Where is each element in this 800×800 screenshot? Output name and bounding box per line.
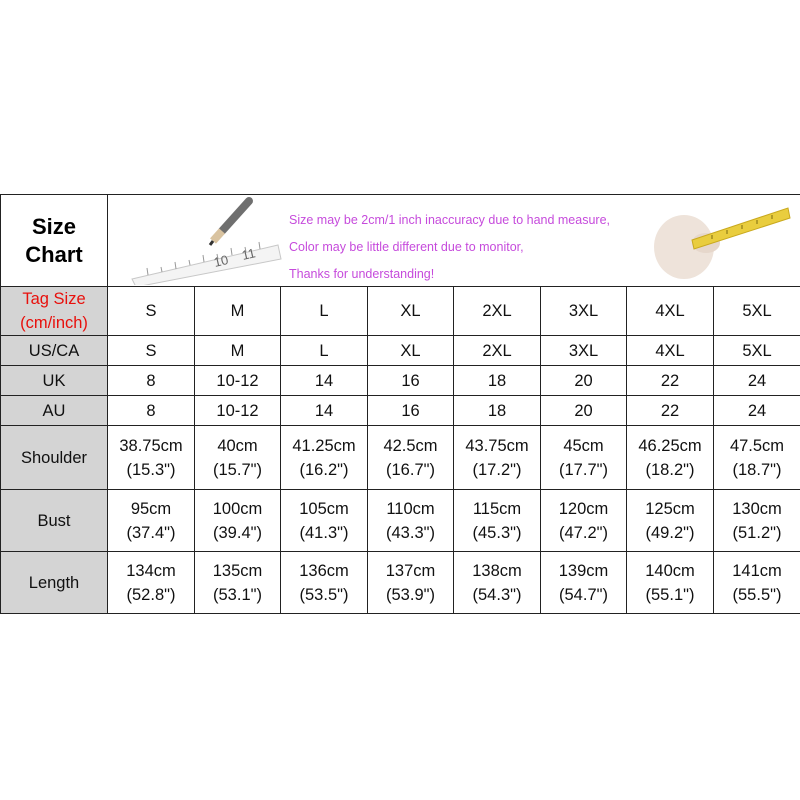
size-cell-line: 4XL	[655, 302, 685, 320]
size-cell	[195, 366, 281, 396]
size-cell-line: (16.2")	[299, 460, 349, 479]
size-cell	[541, 366, 627, 396]
size-cell-line: (37.4")	[126, 523, 176, 542]
size-cell-line: 141cm	[732, 561, 782, 580]
size-cell-line: (18.2")	[645, 460, 695, 479]
size-cell	[368, 366, 454, 396]
size-cell	[541, 426, 627, 490]
row-label	[1, 552, 108, 614]
row-label-line: AU	[42, 401, 66, 420]
header-row	[1, 195, 800, 287]
size-cell-line: (54.3")	[472, 585, 522, 604]
ruler-mark: 11	[240, 245, 257, 263]
size-cell	[627, 366, 714, 396]
size-row	[1, 426, 800, 490]
size-cell	[714, 490, 800, 552]
size-cell	[281, 336, 368, 366]
size-cell	[281, 426, 368, 490]
row-label-line: (cm/inch)	[20, 314, 88, 332]
size-cell-line: 20	[574, 401, 593, 420]
size-cell-line: 5XL	[742, 302, 772, 320]
notice-banner	[108, 195, 800, 287]
size-cell-line: 42.5cm	[383, 436, 438, 455]
size-cell	[541, 287, 627, 336]
size-cell-line: (18.7")	[732, 460, 782, 479]
size-row	[1, 552, 800, 614]
size-cell-line: 138cm	[472, 561, 522, 580]
size-cell	[281, 552, 368, 614]
size-cell-line: 16	[401, 371, 420, 390]
size-cell-line: (55.1")	[645, 585, 695, 604]
notice-line: Thanks for understanding!	[289, 267, 435, 281]
notice-text	[289, 207, 610, 287]
size-cell-line: XL	[400, 341, 421, 360]
size-cell	[281, 396, 368, 426]
measuring-tape-icon	[642, 195, 792, 285]
row-label	[1, 336, 108, 366]
size-cell-line: S	[145, 341, 157, 360]
size-cell-line: (54.7")	[559, 585, 608, 604]
size-cell	[714, 396, 800, 426]
size-cell-line: 5XL	[742, 341, 772, 360]
size-cell-line: 14	[314, 371, 334, 390]
chart-title-line: Size	[31, 213, 77, 239]
size-cell	[541, 396, 627, 426]
size-cell-line: 45cm	[563, 436, 604, 455]
size-cell-line: L	[319, 302, 329, 320]
size-cell	[368, 552, 454, 614]
size-cell-line: 139cm	[558, 561, 609, 580]
size-cell	[108, 396, 195, 426]
size-row	[1, 490, 800, 552]
size-cell	[281, 287, 368, 336]
size-cell-line: L	[319, 341, 329, 360]
size-cell	[627, 426, 714, 490]
size-cell-line: (15.7")	[213, 460, 262, 479]
size-cell	[108, 490, 195, 552]
notice-line: Size may be 2cm/1 inch inaccuracy due to hand measure,	[289, 213, 611, 227]
size-cell	[714, 366, 800, 396]
size-cell-line: 14	[314, 401, 334, 420]
size-row	[1, 366, 800, 396]
size-cell-line: 10-12	[216, 401, 259, 420]
size-cell-line: 4XL	[655, 341, 685, 360]
size-cell-line: (43.3")	[386, 523, 435, 542]
size-cell-line: 136cm	[299, 561, 349, 580]
row-label	[1, 490, 108, 552]
size-cell-line: (17.2")	[472, 460, 522, 479]
size-cell-line: 135cm	[212, 561, 263, 580]
size-cell-line: 140cm	[645, 561, 695, 580]
notice-line: Color may be little different due to monitor,	[289, 240, 524, 254]
size-cell-line: 24	[747, 401, 767, 420]
size-cell-line: XL	[400, 302, 421, 320]
size-cell-line: 47.5cm	[729, 436, 785, 455]
size-cell-line: (53.9")	[386, 585, 435, 604]
size-cell	[108, 426, 195, 490]
size-cell	[195, 396, 281, 426]
size-cell-line: 40cm	[217, 436, 258, 455]
size-cell-line: M	[230, 302, 245, 320]
size-cell-line: 43.75cm	[465, 436, 529, 455]
size-cell-line: 2XL	[482, 302, 512, 320]
chart-title-line: Chart	[25, 241, 83, 267]
size-cell	[454, 426, 541, 490]
size-cell	[108, 336, 195, 366]
size-cell	[627, 552, 714, 614]
size-cell	[368, 426, 454, 490]
size-cell-line: (49.2")	[645, 523, 695, 542]
size-cell	[195, 287, 281, 336]
row-label-line: US/CA	[28, 341, 80, 360]
ruler-mark: 10	[212, 252, 230, 270]
size-cell-line: 10-12	[216, 371, 259, 390]
row-label	[1, 396, 108, 426]
size-cell-line: 46.25cm	[638, 436, 702, 455]
size-cell-line: M	[230, 341, 245, 360]
size-cell-line: 95cm	[130, 499, 172, 518]
size-cell-line: 22	[660, 401, 680, 420]
chart-title	[1, 195, 108, 287]
row-label-line: Length	[28, 573, 80, 592]
size-cell-line: (51.2")	[732, 523, 782, 542]
size-row	[1, 396, 800, 426]
size-cell-line: 8	[146, 371, 156, 390]
size-row	[1, 336, 800, 366]
row-label	[1, 426, 108, 490]
size-cell	[714, 287, 800, 336]
size-cell-line: (41.3")	[299, 523, 349, 542]
size-cell-line: (53.1")	[213, 585, 262, 604]
size-rows	[1, 287, 800, 614]
size-cell-line: 18	[487, 371, 507, 390]
size-cell-line: (15.3")	[126, 460, 176, 479]
size-cell-line: 38.75cm	[119, 436, 183, 455]
size-cell	[281, 366, 368, 396]
size-cell	[627, 336, 714, 366]
size-cell-line: 18	[487, 401, 507, 420]
size-cell	[195, 426, 281, 490]
size-cell	[281, 490, 368, 552]
size-cell-line: 100cm	[212, 499, 263, 518]
size-cell-line: 3XL	[568, 302, 599, 320]
size-cell-line: 2XL	[482, 341, 512, 360]
size-cell	[541, 336, 627, 366]
size-cell	[368, 336, 454, 366]
size-cell	[195, 552, 281, 614]
size-cell-line: 41.25cm	[292, 436, 356, 455]
row-label	[1, 287, 108, 336]
size-row	[1, 287, 800, 336]
size-cell	[108, 552, 195, 614]
size-chart-table	[0, 194, 800, 614]
size-cell-line: 22	[660, 371, 680, 390]
size-cell-line: (52.8")	[126, 585, 176, 604]
size-cell	[454, 287, 541, 336]
size-cell	[368, 490, 454, 552]
size-cell-line: 120cm	[558, 499, 609, 518]
size-cell-line: 110cm	[386, 499, 435, 518]
size-cell-line: 125cm	[645, 499, 695, 518]
row-label-line: UK	[42, 371, 66, 390]
ruler-pencil-icon	[118, 195, 288, 285]
size-cell-line: (53.5")	[299, 585, 349, 604]
size-cell-line: (39.4")	[213, 523, 262, 542]
size-cell	[714, 552, 800, 614]
size-cell-line: 137cm	[385, 561, 436, 580]
size-cell	[368, 287, 454, 336]
size-cell-line: 105cm	[299, 499, 349, 518]
row-label-line: Bust	[37, 511, 71, 530]
size-cell-line: (16.7")	[386, 460, 435, 479]
size-cell-line: 134cm	[126, 561, 176, 580]
size-cell-line: (17.7")	[559, 460, 608, 479]
size-cell	[454, 396, 541, 426]
size-cell-line: 16	[401, 401, 420, 420]
size-cell	[627, 490, 714, 552]
size-cell	[108, 366, 195, 396]
size-cell	[714, 336, 800, 366]
size-cell-line: S	[145, 302, 157, 320]
size-cell-line: 115cm	[472, 499, 522, 518]
size-cell	[368, 396, 454, 426]
size-cell	[627, 396, 714, 426]
size-cell	[195, 490, 281, 552]
size-cell-line: 24	[747, 371, 767, 390]
size-cell	[714, 426, 800, 490]
size-cell-line: (45.3")	[472, 523, 522, 542]
size-cell	[454, 552, 541, 614]
size-cell	[541, 552, 627, 614]
size-cell	[454, 336, 541, 366]
size-cell	[541, 490, 627, 552]
size-cell	[627, 287, 714, 336]
row-label-line: Tag Size	[22, 290, 86, 308]
size-cell-line: 3XL	[568, 341, 599, 360]
size-cell-line: (55.5")	[732, 585, 782, 604]
size-cell	[108, 287, 195, 336]
size-cell	[195, 336, 281, 366]
row-label-line: Shoulder	[20, 448, 88, 467]
size-cell-line: (47.2")	[559, 523, 608, 542]
size-cell	[454, 490, 541, 552]
size-cell-line: 20	[574, 371, 593, 390]
row-label	[1, 366, 108, 396]
size-cell-line: 130cm	[732, 499, 782, 518]
size-cell-line: 8	[146, 401, 156, 420]
size-cell	[454, 366, 541, 396]
